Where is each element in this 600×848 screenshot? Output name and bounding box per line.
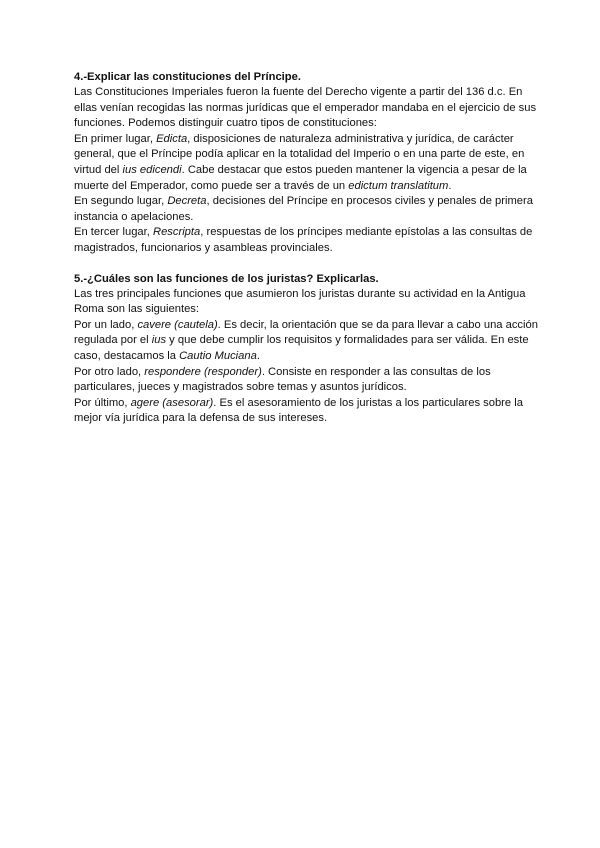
text-run: . Es el asesoramiento de los juristas a los particulares sobre la mejor vía jurídica para la defensa de sus intereses. bbox=[74, 396, 523, 425]
italic-term: Edicta bbox=[156, 132, 188, 145]
italic-term: Rescripta bbox=[152, 226, 201, 239]
italic-term: Cautio Muciana bbox=[179, 349, 257, 362]
italic-term: Decreta bbox=[167, 195, 207, 208]
section-heading: 4.-Explicar las constituciones del Príncipe. bbox=[74, 71, 301, 83]
text-run: . Es decir, la orientación que se da para llevar a cabo una acción regulada por el bbox=[74, 318, 538, 347]
paragraph bbox=[74, 225, 540, 256]
text-run: Por último, bbox=[74, 396, 131, 409]
text-run: . Cabe destacar que estos pueden mantener la vigencia a pesar de la muerte del Emperador, como puede ser a través de un bbox=[74, 163, 527, 192]
section-body bbox=[74, 287, 540, 427]
section-constituciones bbox=[74, 69, 540, 257]
text-run: , decisiones del Príncipe en procesos civiles y penales de primera instancia o apelaciones. bbox=[74, 195, 533, 223]
italic-term: agere (asesorar) bbox=[130, 396, 214, 409]
text-run: Por un lado, bbox=[74, 318, 138, 331]
text-run: En primer lugar, bbox=[74, 132, 157, 145]
text-run: . bbox=[448, 179, 452, 192]
paragraph bbox=[74, 287, 540, 318]
paragraph bbox=[74, 396, 540, 427]
text-run: Las Constituciones Imperiales fueron la fuente del Derecho vigente a partir del 136 d.c. En ellas venían recogidas las normas jurídicas que el emperador mandaba en el ejercicio de sus funciones. Podemos distinguir cuatro tipos de constituciones: bbox=[74, 86, 537, 130]
section-body bbox=[74, 85, 540, 257]
section-juristas bbox=[74, 271, 540, 427]
text-run: , respuestas de los príncipes mediante epístolas a las consultas de magistrados, funcionarios y asambleas provinciales. bbox=[74, 226, 533, 254]
italic-term: respondere (responder) bbox=[144, 365, 262, 378]
paragraph bbox=[74, 365, 540, 396]
paragraph bbox=[74, 132, 540, 194]
section-heading: 5.-¿Cuáles son las funciones de los juristas? Explicarlas. bbox=[74, 272, 379, 285]
italic-term: cavere (cautela) bbox=[137, 318, 218, 331]
paragraph bbox=[74, 194, 540, 225]
italic-term: edictum translatitum bbox=[348, 179, 449, 192]
text-run: . bbox=[256, 349, 260, 362]
paragraph bbox=[74, 85, 540, 132]
text-run: , disposiciones de naturaleza administrativa y jurídica, de carácter general, que el Príncipe podía aplicar en la totalidad del Imperio o en una parte de este, en virtud del bbox=[74, 132, 525, 176]
text-run: Las tres principales funciones que asumieron los juristas durante su actividad en la Antigua Roma son las siguientes: bbox=[74, 287, 526, 316]
text-run: y que debe cumplir los requisitos y formalidades para ser válida. En este caso, destacamos la bbox=[74, 334, 529, 362]
paragraph bbox=[74, 318, 540, 365]
italic-term: ius bbox=[151, 334, 167, 347]
text-run: En tercer lugar, bbox=[74, 226, 153, 239]
text-run: Por otro lado, bbox=[74, 365, 145, 378]
text-run: En segundo lugar, bbox=[74, 195, 168, 208]
italic-term: ius edicendi bbox=[122, 163, 182, 176]
text-run: . Consiste en responder a las consultas de los particulares, jueces y magistrados sobre temas y asuntos jurídicos. bbox=[74, 365, 491, 394]
